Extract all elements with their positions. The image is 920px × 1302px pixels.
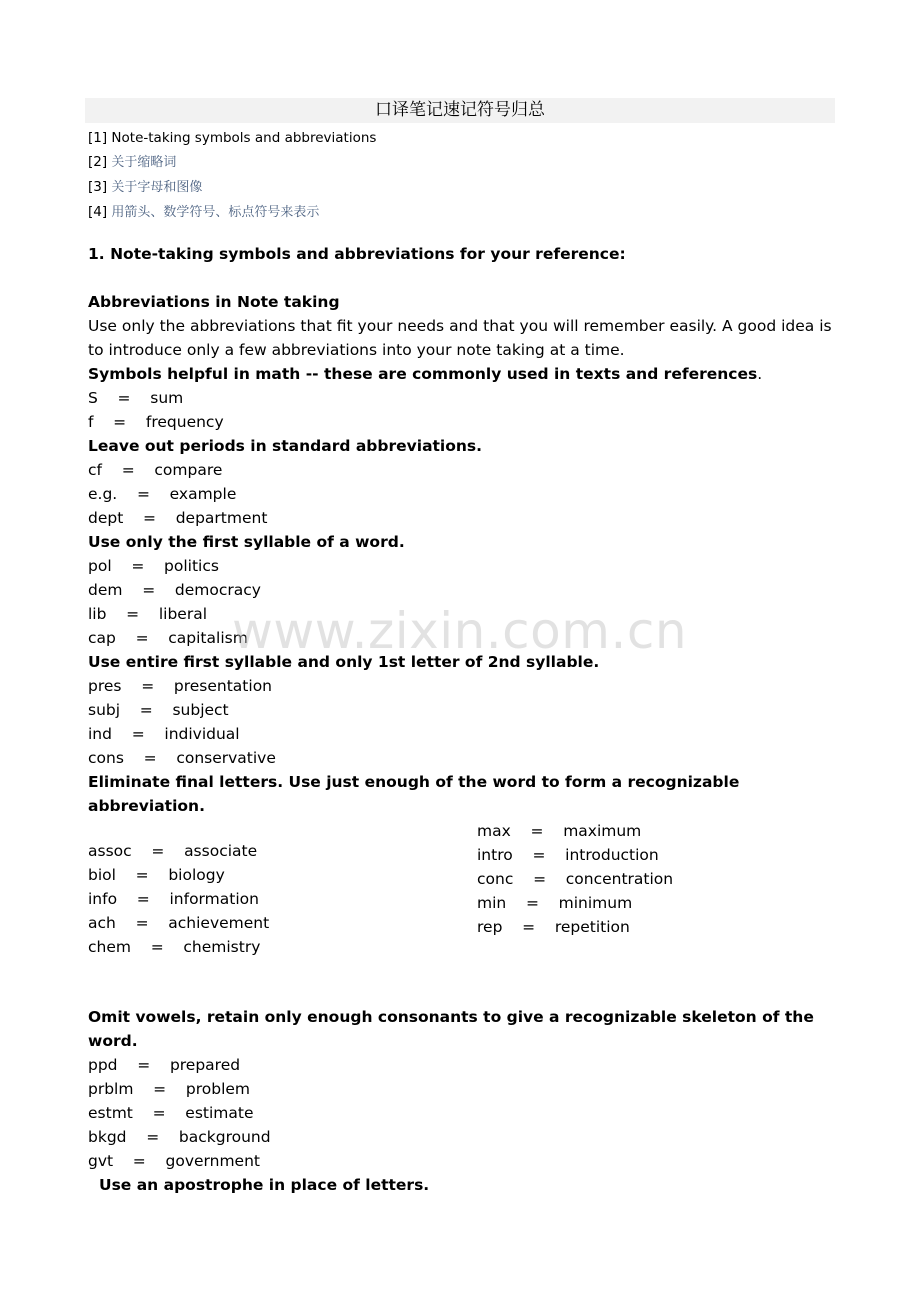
abbreviation-entry: assoc = associate	[88, 842, 258, 860]
meaning: background	[178, 1128, 271, 1146]
abbreviation-entry: prblm = problem	[88, 1080, 251, 1098]
rule-title: Use only the first syllable of a word.	[88, 533, 405, 551]
meaning: conservative	[176, 749, 276, 767]
toc-link[interactable]: 用箭头、数学符号、标点符号来表示	[111, 205, 320, 220]
abbreviation-entry: S = sum	[88, 389, 184, 407]
abbreviation: dem	[88, 581, 123, 599]
abbreviation: assoc	[88, 842, 132, 860]
meaning: maximum	[563, 822, 642, 840]
abbreviation: chem	[88, 938, 131, 956]
toc-number: [3]	[88, 179, 108, 195]
toc-number: [4]	[88, 204, 108, 220]
abbreviation: pres	[88, 677, 122, 695]
toc-number: [2]	[88, 154, 108, 170]
meaning: information	[169, 890, 259, 908]
abbreviation: rep	[477, 918, 503, 936]
abbreviation-entry: min = minimum	[477, 894, 633, 912]
section-heading: 1. Note-taking symbols and abbreviations for your reference:	[88, 245, 626, 263]
meaning: problem	[185, 1080, 251, 1098]
toc-link[interactable]: 关于缩略词	[111, 155, 177, 170]
table-of-contents	[88, 126, 376, 225]
rule-title: Leave out periods in standard abbreviations.	[88, 437, 483, 455]
abbreviation-entry: estmt = estimate	[88, 1104, 254, 1122]
toc-number: [1]	[88, 130, 108, 146]
abbreviation: conc	[477, 870, 514, 888]
abbreviation-list	[88, 458, 840, 530]
abbreviation-entry: max = maximum	[477, 822, 642, 840]
abbreviation-list	[88, 386, 840, 434]
meaning: prepared	[169, 1056, 241, 1074]
toc-item[interactable]	[88, 150, 376, 175]
abbreviation-list	[88, 818, 477, 959]
meaning: minimum	[558, 894, 633, 912]
abbreviation-entry: lib = liberal	[88, 605, 208, 623]
subheading: Abbreviations in Note taking	[88, 293, 340, 311]
abbreviation: e.g.	[88, 485, 118, 503]
rule-title: Use entire first syllable and only 1st letter of 2nd syllable.	[88, 653, 600, 671]
abbreviation: info	[88, 890, 118, 908]
abbreviation-entry: info = information	[88, 890, 259, 908]
meaning: achievement	[168, 914, 270, 932]
watermark: www.zixin.com.cn	[232, 602, 688, 660]
abbreviation-entry: f = frequency	[88, 413, 224, 431]
abbreviation-entry: subj = subject	[88, 701, 229, 719]
abbreviation: gvt	[88, 1152, 114, 1170]
abbreviation-entry: e.g. = example	[88, 485, 237, 503]
toc-item[interactable]	[88, 126, 376, 150]
abbreviation: max	[477, 822, 511, 840]
rule-heading	[88, 362, 840, 386]
abbreviation: lib	[88, 605, 107, 623]
meaning: associate	[184, 842, 258, 860]
rule-title: Use an apostrophe in place of letters.	[99, 1176, 430, 1194]
toc-item[interactable]	[88, 200, 376, 225]
meaning: liberal	[158, 605, 208, 623]
abbreviation: pol	[88, 557, 112, 575]
abbreviation-entry: ind = individual	[88, 725, 240, 743]
meaning: repetition	[554, 918, 630, 936]
abbreviation: cap	[88, 629, 116, 647]
meaning: concentration	[565, 870, 674, 888]
abbreviation-entry: biol = biology	[88, 866, 225, 884]
meaning: department	[175, 509, 268, 527]
abbreviation-entry: rep = repetition	[477, 918, 630, 936]
abbreviation-entry: gvt = government	[88, 1152, 260, 1170]
meaning: individual	[164, 725, 240, 743]
abbreviation: bkgd	[88, 1128, 127, 1146]
abbreviation: subj	[88, 701, 121, 719]
abbreviation: min	[477, 894, 507, 912]
abbreviation-entry: pol = politics	[88, 557, 219, 575]
abbreviation: f	[88, 413, 94, 431]
meaning: estimate	[185, 1104, 254, 1122]
abbreviation-list	[88, 1053, 840, 1173]
abbreviation: biol	[88, 866, 116, 884]
meaning: democracy	[174, 581, 261, 599]
abbreviation-list	[477, 818, 673, 959]
abbreviation: estmt	[88, 1104, 133, 1122]
abbreviation: cf	[88, 461, 102, 479]
abbreviation-entry: bkgd = background	[88, 1128, 271, 1146]
abbreviation-entry: cap = capitalism	[88, 629, 248, 647]
abbreviation-list	[88, 674, 840, 770]
meaning: introduction	[565, 846, 659, 864]
abbreviation: ppd	[88, 1056, 118, 1074]
meaning: biology	[168, 866, 225, 884]
abbreviation-entry: dept = department	[88, 509, 268, 527]
abbreviation-entry: cf = compare	[88, 461, 223, 479]
abbreviation-entry: dem = democracy	[88, 581, 261, 599]
meaning: politics	[164, 557, 219, 575]
abbreviation-entry: intro = introduction	[477, 846, 659, 864]
abbreviation-entry: conc = concentration	[477, 870, 674, 888]
abbreviation: ach	[88, 914, 116, 932]
meaning: subject	[172, 701, 229, 719]
abbreviation: dept	[88, 509, 124, 527]
meaning: compare	[154, 461, 223, 479]
rule-title: Omit vowels, retain only enough consonants to give a recognizable skeleton of the word.	[88, 1008, 814, 1050]
abbreviation-entry: cons = conservative	[88, 749, 276, 767]
meaning: government	[165, 1152, 260, 1170]
meaning: example	[169, 485, 237, 503]
abbreviation: intro	[477, 846, 513, 864]
abbreviation: ind	[88, 725, 112, 743]
document-title: 口译笔记速记符号归总	[85, 98, 835, 123]
abbreviation-entry: pres = presentation	[88, 677, 272, 695]
meaning: frequency	[145, 413, 224, 431]
meaning: sum	[150, 389, 184, 407]
abbreviation: cons	[88, 749, 124, 767]
meaning: presentation	[173, 677, 272, 695]
abbreviation: S	[88, 389, 98, 407]
abbreviation-entry: ppd = prepared	[88, 1056, 241, 1074]
rule-suffix: .	[757, 365, 763, 383]
intro-paragraph: Use only the abbreviations that fit your needs and that you will remember easily. A good idea is to introduce only a few abbreviations into your note taking at a time.	[88, 317, 832, 359]
meaning: capitalism	[168, 629, 248, 647]
rule-title: Symbols helpful in math -- these are commonly used in texts and references	[88, 365, 758, 383]
abbreviation: prblm	[88, 1080, 134, 1098]
rule-title: Eliminate final letters. Use just enough of the word to form a recognizable abbreviation.	[88, 773, 740, 815]
meaning: chemistry	[183, 938, 261, 956]
two-column-list	[88, 818, 840, 959]
toc-link[interactable]: 关于字母和图像	[111, 180, 203, 195]
toc-link[interactable]: Note-taking symbols and abbreviations	[111, 130, 377, 146]
abbreviation-entry: ach = achievement	[88, 914, 270, 932]
toc-item[interactable]	[88, 175, 376, 200]
document-body	[88, 242, 840, 1197]
abbreviation-entry: chem = chemistry	[88, 938, 261, 956]
abbreviation-list	[88, 554, 840, 650]
